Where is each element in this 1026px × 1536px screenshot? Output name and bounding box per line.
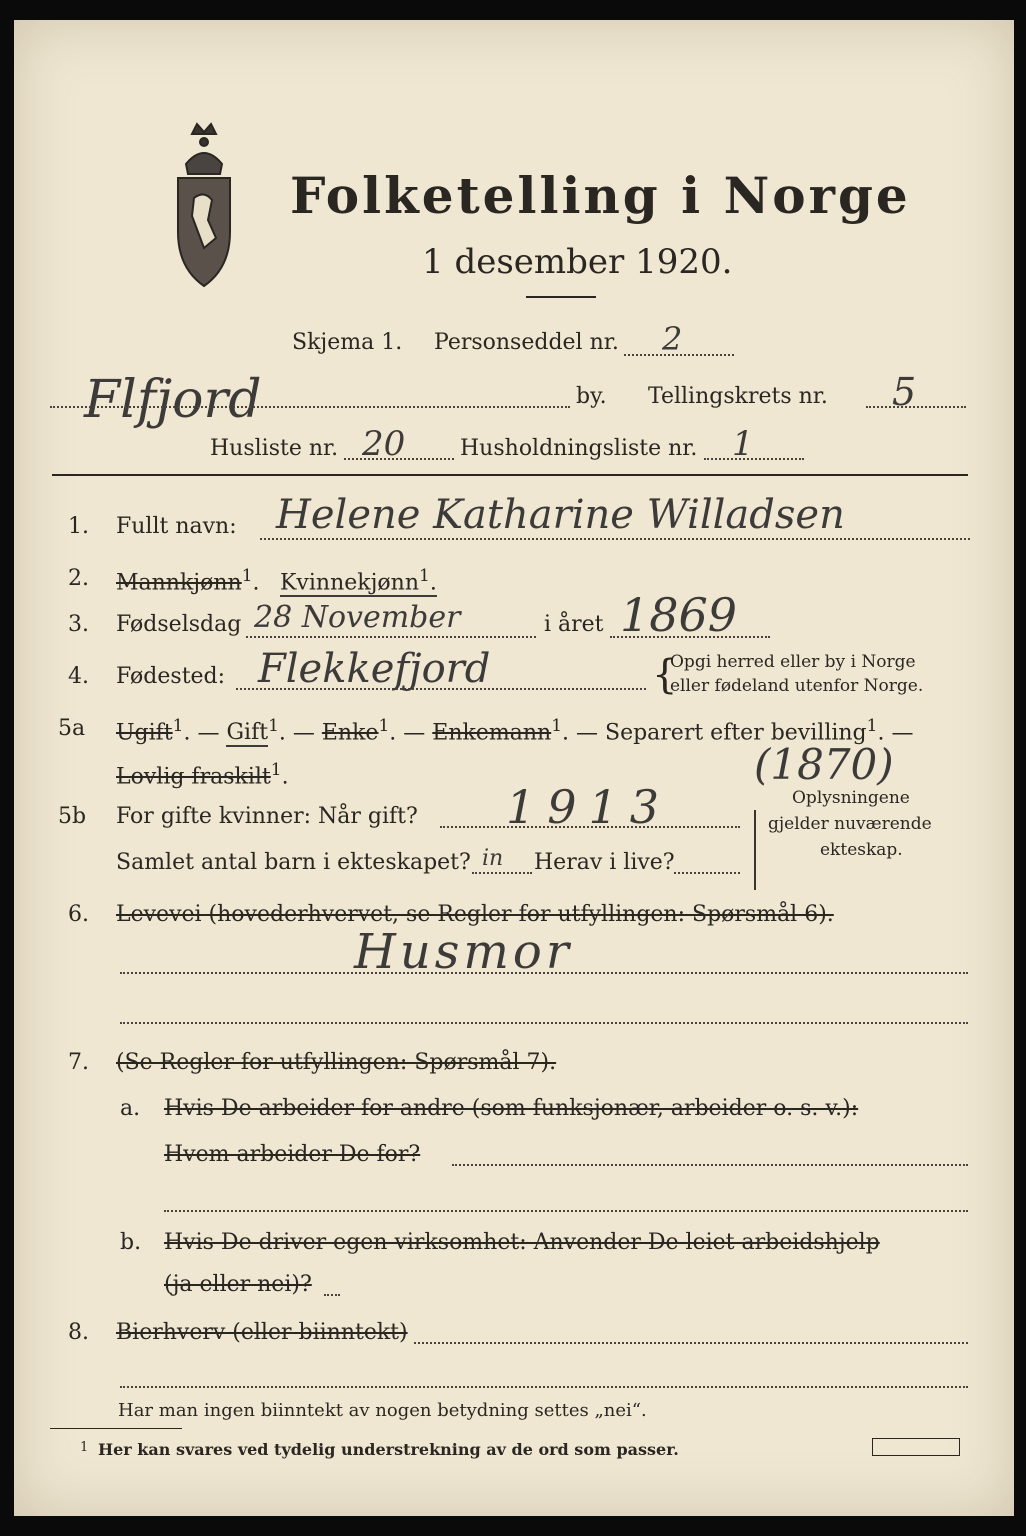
tellingskrets-label: Tellingskrets nr. [648, 384, 828, 409]
birthplace-note-1: Opgi herred eller by i Norge [670, 652, 916, 672]
occupation-label: Levevei (hovederhvervet, se Regler for utfyllingen: Spørsmål 6). [116, 902, 834, 927]
footnote-mark: 1 [80, 1440, 89, 1455]
q3-number: 3. [68, 612, 89, 637]
birthplace-note-2: eller fødeland utenfor Norge. [670, 676, 924, 696]
q4-number: 4. [68, 664, 89, 689]
full-name-value[interactable]: Helene Katharine Willadsen [276, 492, 845, 538]
enke-option[interactable]: Enke [321, 720, 379, 746]
birth-year-value[interactable]: 1869 [620, 588, 738, 642]
skjema-label: Skjema 1. [292, 330, 403, 355]
children-count-label: Samlet antal barn i ekteskapet? [116, 850, 471, 875]
husliste-label: Husliste nr. [210, 436, 339, 461]
marriage-note-1: Oplysningene [792, 788, 910, 808]
form-date: 1 desember 1920. [422, 242, 733, 282]
q7b-yes-no-label: (ja eller nei)? [164, 1272, 312, 1297]
by-label: by. [576, 384, 607, 409]
married-when-label: For gifte kvinner: Når gift? [116, 804, 418, 829]
ugift-option[interactable]: Ugift [116, 720, 173, 746]
full-name-label: Fullt navn: [116, 514, 237, 539]
marriage-note-brace [754, 810, 756, 890]
occupation-value[interactable]: Husmor [354, 924, 573, 980]
gift-option[interactable]: Gift [226, 720, 269, 746]
form-title: Folketelling i Norge [290, 166, 911, 225]
marriage-note-3: ekteskap. [820, 840, 903, 860]
q1-number: 1. [68, 514, 89, 539]
tellingskrets-value[interactable]: 5 [892, 370, 917, 414]
enkemann-option[interactable]: Enkemann [432, 720, 552, 746]
footnote-text: Her kan svares ved tydelig understrekning av de ord som passer. [98, 1440, 679, 1459]
q7b-letter: b. [120, 1230, 142, 1255]
personseddel-label: Personseddel nr. [434, 330, 619, 355]
q7-number: 7. [68, 1050, 89, 1075]
birthplace-value[interactable]: Flekkefjord [258, 646, 491, 692]
q7b-question: Hvis De driver egen virksomhet: Anvender De leiet arbeidshjelp [164, 1230, 880, 1255]
birthplace-brace: { [652, 652, 678, 698]
title-divider [526, 296, 596, 298]
q6-number: 6. [68, 902, 89, 927]
gender-female-option[interactable]: Kvinnekjønn$^1$. [280, 566, 437, 596]
birth-year-label: i året [544, 612, 604, 637]
q5a-number: 5a [58, 716, 86, 741]
marriage-note-2: gjelder nuværende [768, 814, 932, 834]
husholdningsliste-label: Husholdningsliste nr. [460, 436, 698, 461]
header-rule [52, 474, 968, 476]
place-value[interactable]: Flfjord [84, 370, 262, 430]
q5b-number: 5b [58, 804, 87, 829]
gender-male-option[interactable]: Mannkjønn$^1$. [116, 566, 260, 596]
fraskilt-option[interactable]: Lovlig fraskilt$^1$. [116, 760, 289, 790]
q7a-letter: a. [120, 1096, 141, 1121]
bottom-note: Har man ingen biinntekt av nogen betydning settes „nei“. [118, 1400, 647, 1421]
q8-number: 8. [68, 1320, 89, 1345]
children-alive-label: Herav i live? [534, 850, 675, 875]
birthday-label: Fødselsdag [116, 612, 242, 637]
printer-stamp [872, 1438, 960, 1456]
side-income-label: Bierhverv (eller biinntekt) [116, 1320, 408, 1345]
husliste-value[interactable]: 20 [362, 424, 406, 464]
footnote-rule [50, 1428, 182, 1429]
coat-of-arms-icon [164, 120, 244, 300]
married-year-value[interactable]: 1913 [506, 780, 672, 834]
q7a-question: Hvis De arbeider for andre (som funksjonær, arbeider o. s. v.): [164, 1096, 859, 1121]
husholdningsliste-value[interactable]: 1 [732, 424, 754, 464]
birthplace-label: Fødested: [116, 664, 226, 689]
separert-option[interactable]: Separert efter bevilling [605, 720, 867, 746]
marital-hand-note: (1870) [754, 740, 894, 789]
q7-label: (Se Regler for utfyllingen: Spørsmål 7). [116, 1050, 557, 1075]
children-count-value[interactable]: in [482, 846, 504, 871]
birthday-value[interactable]: 28 November [254, 600, 461, 635]
marital-status-line: Ugift$^1$. — Gift$^1$. — Enke$^1$. — Enkemann$^1$. — Separert efter bevilling$^1$. — [116, 716, 914, 746]
census-form [14, 20, 1014, 1516]
q7a-employer-label: Hvem arbeider De for? [164, 1142, 421, 1167]
q2-number: 2. [68, 566, 89, 591]
personseddel-value[interactable]: 2 [662, 320, 683, 358]
